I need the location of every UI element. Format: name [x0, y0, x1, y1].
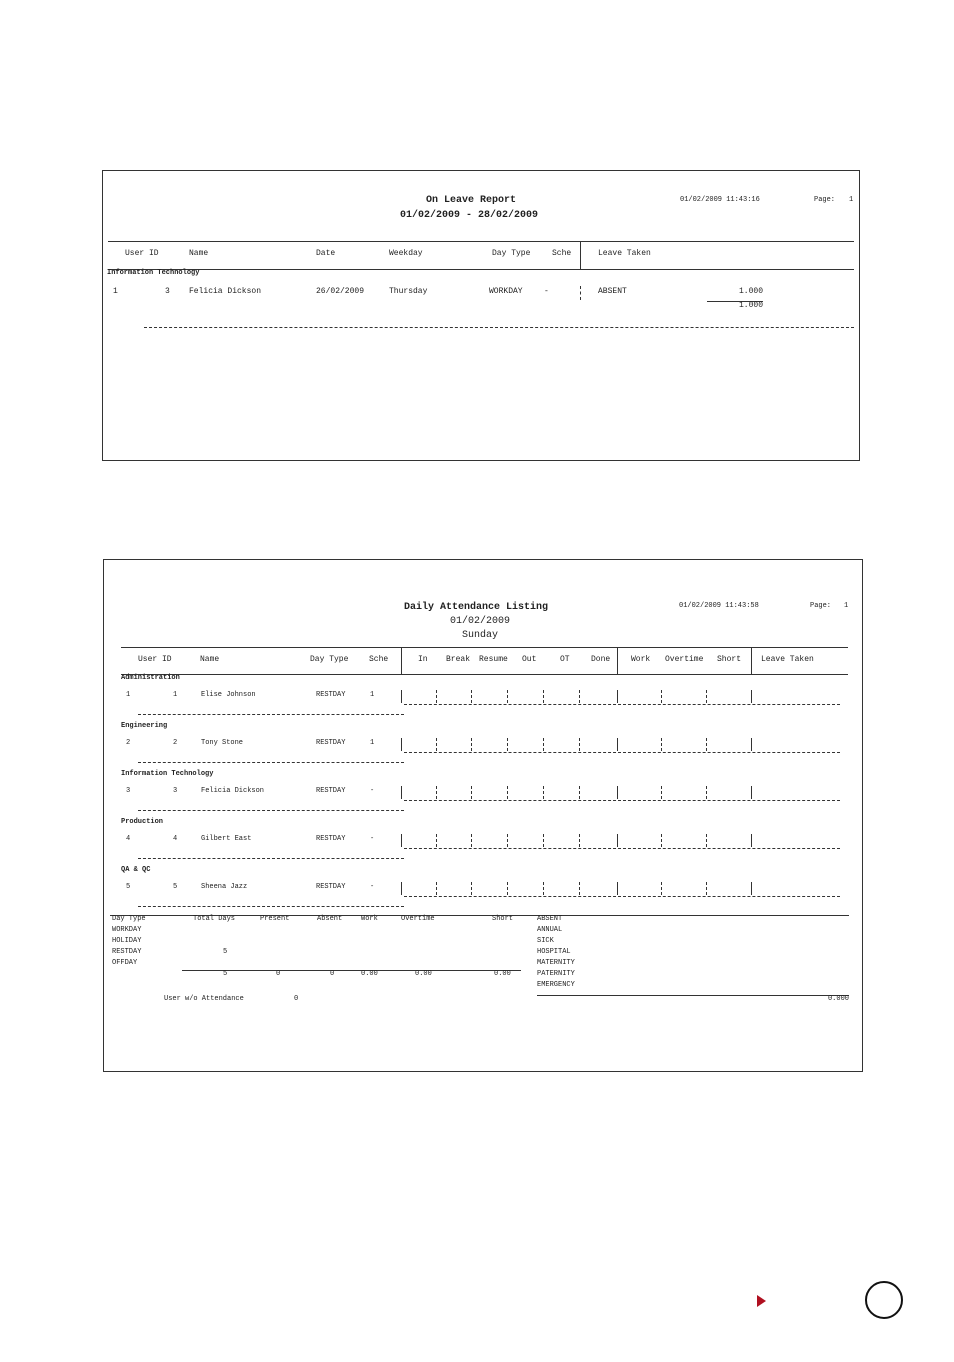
department-label: Engineering — [121, 722, 168, 730]
page-number-circle — [865, 1281, 903, 1319]
report-date: 01/02/2009 — [450, 616, 511, 627]
header-bottom-rule — [121, 674, 848, 675]
col-sche: Sche — [369, 655, 389, 664]
row-name: Elise Johnson — [201, 691, 256, 699]
time-cells-baseline — [404, 848, 840, 849]
time-cell-divider — [617, 834, 618, 847]
time-cell-divider — [579, 738, 580, 751]
time-cell-divider — [436, 786, 437, 799]
time-cell-divider — [617, 690, 618, 703]
day-type-offday: OFFDAY — [112, 959, 138, 967]
printed-timestamp: 01/02/2009 11:43:58 — [679, 602, 759, 610]
row-name: Tony Stone — [201, 739, 244, 747]
total-days: 5 — [223, 970, 228, 978]
col-work: Work — [631, 655, 651, 664]
col-name: Name — [200, 655, 220, 664]
time-cell-divider — [436, 690, 437, 703]
time-cell-divider — [706, 786, 707, 799]
time-cell-divider — [543, 834, 544, 847]
day-type-workday: WORKDAY — [112, 926, 142, 934]
time-cell-divider — [751, 882, 752, 895]
col-weekday: Weekday — [389, 249, 423, 258]
row-user-id: 1 — [173, 691, 178, 699]
row-sche: - — [544, 287, 549, 296]
col-in: In — [418, 655, 428, 664]
printed-timestamp: 01/02/2009 11:43:16 — [680, 196, 760, 204]
row-divider — [580, 286, 581, 300]
report-title: Daily Attendance Listing — [404, 602, 549, 613]
day-type-restday: RESTDAY — [112, 948, 142, 956]
time-cells-baseline — [404, 800, 840, 801]
row-number: 1 — [113, 287, 118, 296]
leave-hospital: HOSPITAL — [537, 948, 571, 956]
report-title: On Leave Report — [426, 195, 517, 206]
time-cell-divider — [543, 738, 544, 751]
time-cell-divider — [617, 786, 618, 799]
row-day-type: RESTDAY — [316, 787, 346, 795]
sum-col-day-type: Day Type — [112, 915, 146, 923]
department-label: Information Technology — [107, 269, 200, 277]
total-overtime: 0.00 — [415, 970, 432, 978]
time-cell-divider — [436, 882, 437, 895]
time-cell-divider — [436, 834, 437, 847]
time-cell-divider — [471, 882, 472, 895]
col-day-type: Day Type — [310, 655, 349, 664]
row-sche: - — [370, 835, 375, 843]
time-cells-baseline — [404, 896, 840, 897]
group-separator — [138, 858, 404, 859]
time-cells-baseline — [404, 704, 840, 705]
time-cell-divider — [751, 834, 752, 847]
time-cell-divider — [579, 882, 580, 895]
col-sche: Sche — [552, 249, 572, 258]
row-day-type: RESTDAY — [316, 883, 346, 891]
header-top-rule — [121, 647, 848, 648]
row-number: 1 — [126, 691, 131, 699]
leave-total: 0.000 — [827, 995, 849, 1003]
sum-col-overtime: Overtime — [401, 915, 435, 923]
row-name: Gilbert East — [201, 835, 252, 843]
col-day-type: Day Type — [492, 249, 531, 258]
without-attendance-value: 0 — [294, 995, 299, 1003]
row-leave-value: 1.000 — [738, 287, 763, 296]
page-label: Page: — [814, 196, 836, 204]
time-cell-divider — [661, 834, 662, 847]
col-leave-taken: Leave Taken — [761, 655, 814, 664]
row-name: Sheena Jazz — [201, 883, 248, 891]
col-user-id: User ID — [138, 655, 172, 664]
total-work: 0.00 — [361, 970, 378, 978]
sum-col-work: Work — [361, 915, 378, 923]
row-day-type: RESTDAY — [316, 739, 346, 747]
time-cell-divider — [471, 786, 472, 799]
time-cell-divider — [507, 834, 508, 847]
col-leave-taken: Leave Taken — [598, 249, 651, 258]
row-sche: - — [370, 787, 375, 795]
header-divider-3 — [751, 647, 752, 674]
section-separator — [144, 327, 854, 328]
time-cell-divider — [401, 786, 402, 799]
group-separator — [138, 762, 404, 763]
sum-col-short: Short — [492, 915, 514, 923]
sum-col-total-days: Total Days — [193, 915, 236, 923]
department-label: Information Technology — [121, 770, 214, 778]
time-cell-divider — [706, 690, 707, 703]
time-cell-divider — [471, 738, 472, 751]
time-cell-divider — [661, 738, 662, 751]
row-number: 4 — [126, 835, 131, 843]
row-number: 3 — [126, 787, 131, 795]
group-separator — [138, 810, 404, 811]
time-cell-divider — [661, 690, 662, 703]
col-resume: Resume — [479, 655, 508, 664]
row-user-id: 3 — [173, 787, 178, 795]
time-cell-divider — [507, 738, 508, 751]
row-weekday: Thursday — [389, 287, 428, 296]
group-separator — [138, 906, 404, 907]
header-bottom-rule — [108, 269, 854, 270]
leave-paternity: PATERNITY — [537, 970, 575, 978]
time-cell-divider — [706, 882, 707, 895]
time-cell-divider — [706, 834, 707, 847]
page-number: 1 — [849, 196, 854, 204]
row-sche: 1 — [370, 691, 375, 699]
totals-rule — [182, 970, 521, 971]
time-cell-divider — [401, 738, 402, 751]
time-cell-divider — [401, 690, 402, 703]
restday-total: 5 — [223, 948, 228, 956]
row-day-type: RESTDAY — [316, 835, 346, 843]
sum-col-present: Present — [260, 915, 290, 923]
sum-col-absent: Absent — [317, 915, 343, 923]
without-attendance-label: User w/o Attendance — [164, 995, 244, 1003]
time-cell-divider — [507, 786, 508, 799]
department-label: QA & QC — [121, 866, 151, 874]
time-cell-divider — [401, 834, 402, 847]
row-user-id: 4 — [173, 835, 178, 843]
time-cell-divider — [543, 882, 544, 895]
header-top-rule — [108, 241, 854, 242]
time-cells-baseline — [404, 752, 840, 753]
total-present: 0 — [276, 970, 281, 978]
row-number: 2 — [126, 739, 131, 747]
time-cell-divider — [579, 786, 580, 799]
day-type-holiday: HOLIDAY — [112, 937, 142, 945]
row-user-id: 3 — [165, 287, 170, 296]
time-cell-divider — [617, 882, 618, 895]
row-day-type: WORKDAY — [489, 287, 523, 296]
daily-attendance-report — [103, 559, 863, 1072]
group-separator — [138, 714, 404, 715]
subtotal-value: 1.000 — [738, 301, 763, 310]
next-page-arrow-icon[interactable] — [757, 1295, 766, 1307]
leave-absent: ABSENT — [537, 915, 563, 923]
time-cell-divider — [751, 690, 752, 703]
col-overtime: Overtime — [665, 655, 704, 664]
time-cell-divider — [751, 786, 752, 799]
header-divider-2 — [617, 647, 618, 674]
col-short: Short — [717, 655, 742, 664]
page-label: Page: — [810, 602, 832, 610]
leave-annual: ANNUAL — [537, 926, 563, 934]
time-cell-divider — [507, 690, 508, 703]
time-cell-divider — [543, 786, 544, 799]
header-divider — [580, 241, 581, 269]
time-cell-divider — [579, 690, 580, 703]
time-cell-divider — [471, 834, 472, 847]
time-cell-divider — [661, 882, 662, 895]
time-cell-divider — [543, 690, 544, 703]
total-short: 0.00 — [494, 970, 511, 978]
time-cell-divider — [471, 690, 472, 703]
row-user-id: 5 — [173, 883, 178, 891]
col-user-id: User ID — [125, 249, 159, 258]
leave-maternity: MATERNITY — [537, 959, 575, 967]
col-date: Date — [316, 249, 336, 258]
col-ot: OT — [560, 655, 570, 664]
col-break: Break — [446, 655, 471, 664]
page-number: 1 — [844, 602, 849, 610]
time-cell-divider — [661, 786, 662, 799]
row-name: Felicia Dickson — [201, 787, 265, 795]
row-leave-type: ABSENT — [598, 287, 627, 296]
row-day-type: RESTDAY — [316, 691, 346, 699]
total-absent: 0 — [330, 970, 335, 978]
row-date: 26/02/2009 — [316, 287, 365, 296]
report-day: Sunday — [462, 630, 499, 641]
time-cell-divider — [579, 834, 580, 847]
department-label: Production — [121, 818, 164, 826]
department-label: Administration — [121, 674, 180, 682]
on-leave-report — [102, 170, 860, 461]
row-user-id: 2 — [173, 739, 178, 747]
leave-sick: SICK — [537, 937, 554, 945]
col-name: Name — [189, 249, 209, 258]
row-name: Felicia Dickson — [189, 287, 262, 296]
col-done: Done — [591, 655, 611, 664]
row-sche: - — [370, 883, 375, 891]
time-cell-divider — [436, 738, 437, 751]
time-cell-divider — [617, 738, 618, 751]
leave-emergency: EMERGENCY — [537, 981, 575, 989]
header-divider-1 — [401, 647, 402, 674]
time-cell-divider — [706, 738, 707, 751]
time-cell-divider — [751, 738, 752, 751]
time-cell-divider — [507, 882, 508, 895]
col-out: Out — [522, 655, 537, 664]
time-cell-divider — [401, 882, 402, 895]
report-date-range: 01/02/2009 - 28/02/2009 — [400, 210, 539, 221]
row-number: 5 — [126, 883, 131, 891]
row-sche: 1 — [370, 739, 375, 747]
